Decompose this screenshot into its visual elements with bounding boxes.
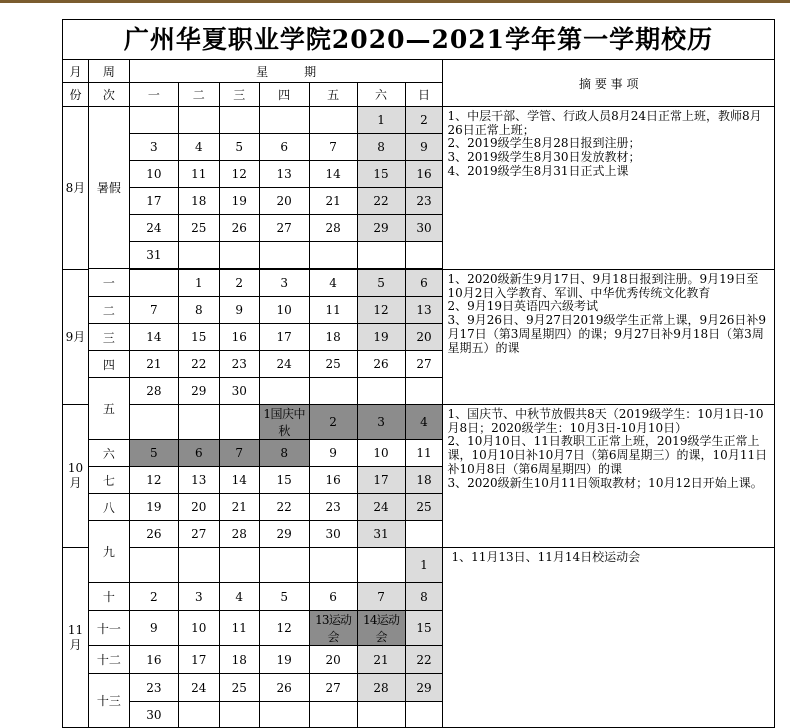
week-7: 七 xyxy=(88,467,129,494)
day-cell: 22 xyxy=(259,494,309,521)
week-4: 四 xyxy=(88,351,129,378)
day-cell: 25 xyxy=(309,351,357,378)
day-cell: 18 xyxy=(309,324,357,351)
day-cell: 29 xyxy=(357,215,405,242)
day-cell: 24 xyxy=(178,674,219,702)
day-cell: 5 xyxy=(259,583,309,611)
day-cell: 6 xyxy=(259,134,309,161)
week-header-bottom: 次 xyxy=(88,83,129,107)
day-cell: 6 xyxy=(309,583,357,611)
day-cell xyxy=(405,378,443,405)
notes-august xyxy=(443,107,775,270)
day-cell xyxy=(178,107,219,134)
weekday-tue: 二 xyxy=(178,83,219,107)
note-line: 1、国庆节、中秋节放假共8天（2019级学生：10月1日-10月8日；2020级学生：10月3日-10月10日） xyxy=(447,407,764,435)
note-line: 1、11月13日、11月14日校运动会 xyxy=(451,550,641,564)
notes-september xyxy=(443,270,775,405)
day-cell: 27 xyxy=(405,351,443,378)
week-9: 九 xyxy=(88,521,129,583)
day-cell: 4 xyxy=(178,134,219,161)
day-cell xyxy=(129,405,178,440)
day-cell: 23 xyxy=(309,494,357,521)
day-cell: 31 xyxy=(357,521,405,548)
week-2: 二 xyxy=(88,297,129,324)
day-cell-holiday: 7 xyxy=(219,440,259,467)
day-cell: 17 xyxy=(259,324,309,351)
day-cell: 28 xyxy=(219,521,259,548)
day-cell: 9 xyxy=(219,297,259,324)
day-cell: 26 xyxy=(259,674,309,702)
weekday-thu: 四 xyxy=(259,83,309,107)
day-cell: 24 xyxy=(129,215,178,242)
week-5: 五 xyxy=(88,378,129,440)
day-cell xyxy=(259,107,309,134)
day-cell: 4 xyxy=(309,270,357,297)
note-line: 3、2019级学生8月30日发放教材； xyxy=(447,150,641,165)
note-line: 3、9月26日、9月27日2019级学生正常上课，9月26日补9月17日（第3周星期四）的课；9月27日补9月18日（第3周星期五）的课 xyxy=(447,313,766,355)
day-cell: 21 xyxy=(357,646,405,674)
day-cell-holiday: 5 xyxy=(129,440,178,467)
day-cell: 1 xyxy=(405,548,443,583)
week-summer: 暑假 xyxy=(88,107,129,269)
day-cell xyxy=(129,270,178,297)
day-cell xyxy=(219,405,259,440)
day-cell: 10 xyxy=(259,297,309,324)
day-cell: 22 xyxy=(357,188,405,215)
week-3: 三 xyxy=(88,324,129,351)
note-line: 2、9月19日英语四六级考试 xyxy=(447,299,599,314)
day-cell: 22 xyxy=(178,351,219,378)
day-cell: 15 xyxy=(357,161,405,188)
day-cell-holiday: 4 xyxy=(405,405,443,440)
day-cell xyxy=(309,378,357,405)
day-cell xyxy=(219,702,259,728)
day-cell: 19 xyxy=(259,646,309,674)
day-cell: 19 xyxy=(129,494,178,521)
day-cell: 21 xyxy=(309,188,357,215)
month-october: 10月 xyxy=(63,405,89,548)
day-cell: 14 xyxy=(309,161,357,188)
day-cell: 28 xyxy=(129,378,178,405)
week-13: 十三 xyxy=(88,674,129,728)
day-cell xyxy=(309,242,357,269)
day-cell: 8 xyxy=(178,297,219,324)
notes-header: 摘 要 事 项 xyxy=(443,60,775,107)
day-cell-holiday: 1国庆中秋 xyxy=(259,405,309,440)
day-cell xyxy=(259,378,309,405)
school-calendar-sheet xyxy=(62,19,775,722)
day-cell: 25 xyxy=(178,215,219,242)
day-cell: 18 xyxy=(405,467,443,494)
day-cell-event: 13运动会 xyxy=(309,611,357,646)
day-cell: 16 xyxy=(129,646,178,674)
note-line: 1、中层干部、学管、行政人员8月24日正常上班，教师8月26日正常上班； xyxy=(447,109,762,137)
day-cell: 7 xyxy=(357,583,405,611)
day-cell: 6 xyxy=(405,270,443,297)
day-cell: 7 xyxy=(309,134,357,161)
day-cell xyxy=(129,548,178,583)
day-cell xyxy=(259,548,309,583)
day-cell: 25 xyxy=(219,674,259,702)
month-august: 8月 xyxy=(63,107,89,270)
day-cell: 23 xyxy=(219,351,259,378)
day-cell: 13 xyxy=(259,161,309,188)
day-cell: 11 xyxy=(178,161,219,188)
day-cell: 30 xyxy=(219,378,259,405)
day-cell: 17 xyxy=(129,188,178,215)
month-header-top: 月 xyxy=(63,60,89,83)
day-cell: 12 xyxy=(129,467,178,494)
month-september: 9月 xyxy=(63,270,89,405)
day-cell: 2 xyxy=(405,107,443,134)
day-cell: 23 xyxy=(129,674,178,702)
day-cell: 19 xyxy=(357,324,405,351)
day-cell: 28 xyxy=(309,215,357,242)
day-cell: 27 xyxy=(309,674,357,702)
day-cell: 16 xyxy=(405,161,443,188)
day-cell: 13 xyxy=(405,297,443,324)
week-10: 十 xyxy=(88,583,129,611)
day-cell: 9 xyxy=(129,611,178,646)
day-cell-holiday: 8 xyxy=(259,440,309,467)
day-cell: 26 xyxy=(219,215,259,242)
weekday-sun: 日 xyxy=(405,83,443,107)
page-title: 广州华夏职业学院2020—2021学年第一学期校历 xyxy=(62,19,775,59)
note-line: 2、10月10日、11日教职工正常上班，2019级学生正常上课，10月10日补10月7日（第6周星期三）的课，10月11日补10月8日（第6周星期四）的课 xyxy=(447,434,768,476)
day-cell: 17 xyxy=(178,646,219,674)
week-11: 十一 xyxy=(88,611,129,646)
day-cell: 20 xyxy=(178,494,219,521)
day-cell xyxy=(219,107,259,134)
day-cell: 1 xyxy=(178,270,219,297)
week-8: 八 xyxy=(88,494,129,521)
day-cell xyxy=(178,242,219,269)
day-cell: 17 xyxy=(357,467,405,494)
day-cell: 10 xyxy=(129,161,178,188)
note-line: 3、2020级新生10月11日领取教材；10月12日开始上课。 xyxy=(447,475,763,490)
day-cell: 24 xyxy=(259,351,309,378)
day-cell: 3 xyxy=(178,583,219,611)
day-cell: 14 xyxy=(129,324,178,351)
day-cell: 23 xyxy=(405,188,443,215)
day-cell xyxy=(405,702,443,728)
day-cell: 25 xyxy=(405,494,443,521)
day-cell: 15 xyxy=(405,611,443,646)
day-cell: 13 xyxy=(178,467,219,494)
day-cell xyxy=(357,378,405,405)
day-cell: 2 xyxy=(219,270,259,297)
day-cell: 2 xyxy=(129,583,178,611)
day-cell-holiday: 6 xyxy=(178,440,219,467)
day-cell: 1 xyxy=(357,107,405,134)
day-cell: 11 xyxy=(309,297,357,324)
day-cell: 12 xyxy=(357,297,405,324)
day-cell: 21 xyxy=(129,351,178,378)
day-cell xyxy=(309,702,357,728)
day-cell-event: 14运动会 xyxy=(357,611,405,646)
note-line: 2、2019级学生8月28日报到注册； xyxy=(447,136,641,151)
day-cell: 27 xyxy=(178,521,219,548)
week-6: 六 xyxy=(88,440,129,467)
day-cell: 21 xyxy=(219,494,259,521)
day-cell: 30 xyxy=(405,215,443,242)
calendar-table xyxy=(62,59,775,728)
day-cell: 7 xyxy=(129,297,178,324)
day-cell xyxy=(357,702,405,728)
top-accent-bar xyxy=(0,0,790,3)
day-cell xyxy=(259,242,309,269)
day-cell: 18 xyxy=(178,188,219,215)
day-cell: 22 xyxy=(405,646,443,674)
month-november: 11月 xyxy=(63,548,89,728)
day-cell xyxy=(309,107,357,134)
day-cell xyxy=(129,107,178,134)
day-cell: 28 xyxy=(357,674,405,702)
day-cell: 4 xyxy=(219,583,259,611)
weekday-fri: 五 xyxy=(309,83,357,107)
day-cell: 5 xyxy=(357,270,405,297)
day-cell: 20 xyxy=(259,188,309,215)
day-cell: 29 xyxy=(178,378,219,405)
note-line: 4、2019级学生8月31日正式上课 xyxy=(447,163,629,178)
day-cell: 14 xyxy=(219,467,259,494)
day-cell xyxy=(357,548,405,583)
day-cell xyxy=(357,242,405,269)
day-cell: 16 xyxy=(219,324,259,351)
notes-october xyxy=(443,405,775,548)
day-cell: 10 xyxy=(357,440,405,467)
day-cell: 29 xyxy=(405,674,443,702)
week-header-top: 周 xyxy=(88,60,129,83)
day-cell: 3 xyxy=(129,134,178,161)
day-cell: 12 xyxy=(259,611,309,646)
weekday-group-header: 星 期 xyxy=(129,60,443,83)
weekday-sat: 六 xyxy=(357,83,405,107)
day-cell: 10 xyxy=(178,611,219,646)
day-cell xyxy=(405,521,443,548)
day-cell xyxy=(219,548,259,583)
day-cell: 8 xyxy=(405,583,443,611)
day-cell: 19 xyxy=(219,188,259,215)
day-cell: 30 xyxy=(129,702,178,728)
day-cell: 15 xyxy=(259,467,309,494)
day-cell: 26 xyxy=(357,351,405,378)
weekday-mon: 一 xyxy=(129,83,178,107)
day-cell: 9 xyxy=(405,134,443,161)
day-cell-holiday: 3 xyxy=(357,405,405,440)
week-1: 一 xyxy=(88,269,129,297)
weekday-wed: 三 xyxy=(219,83,259,107)
day-cell: 11 xyxy=(219,611,259,646)
day-cell: 16 xyxy=(309,467,357,494)
notes-november xyxy=(443,548,775,728)
day-cell: 3 xyxy=(259,270,309,297)
day-cell: 11 xyxy=(405,440,443,467)
day-cell xyxy=(178,548,219,583)
day-cell xyxy=(309,548,357,583)
day-cell xyxy=(178,405,219,440)
day-cell xyxy=(405,242,443,269)
day-cell: 31 xyxy=(129,242,178,269)
day-cell: 5 xyxy=(219,134,259,161)
day-cell: 18 xyxy=(219,646,259,674)
day-cell-holiday: 2 xyxy=(309,405,357,440)
day-cell xyxy=(259,702,309,728)
day-cell: 24 xyxy=(357,494,405,521)
day-cell: 20 xyxy=(309,646,357,674)
day-cell: 8 xyxy=(357,134,405,161)
week-12: 十二 xyxy=(88,646,129,674)
day-cell: 12 xyxy=(219,161,259,188)
day-cell: 29 xyxy=(259,521,309,548)
day-cell: 27 xyxy=(259,215,309,242)
month-header-bottom: 份 xyxy=(63,83,89,107)
note-line: 1、2020级新生9月17日、9月18日报到注册。9月19日至10月2日入学教育、军训、中华优秀传统文化教育 xyxy=(447,272,759,300)
day-cell: 30 xyxy=(309,521,357,548)
day-cell: 20 xyxy=(405,324,443,351)
day-cell: 26 xyxy=(129,521,178,548)
day-cell xyxy=(178,702,219,728)
day-cell: 15 xyxy=(178,324,219,351)
day-cell xyxy=(219,242,259,269)
day-cell: 9 xyxy=(309,440,357,467)
